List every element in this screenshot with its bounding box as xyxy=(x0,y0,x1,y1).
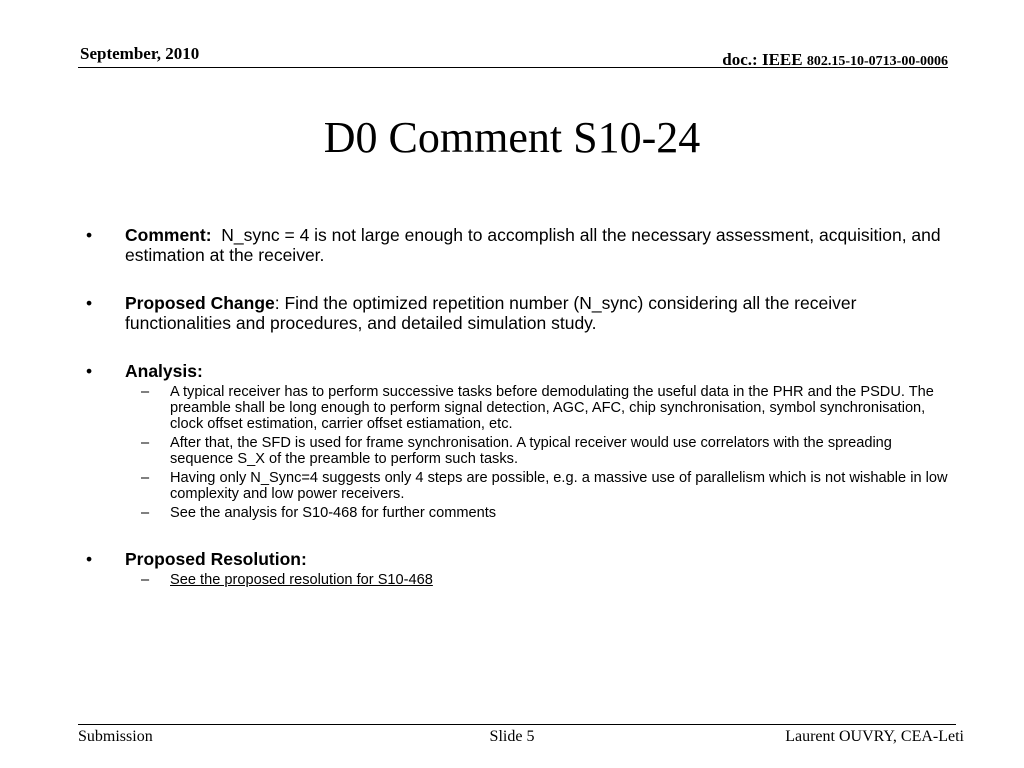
sub-marker: – xyxy=(141,572,150,588)
header-rule xyxy=(78,67,948,68)
slide-body xyxy=(86,225,956,588)
sub-marker: – xyxy=(141,470,150,486)
slide-title: D0 Comment S10-24 xyxy=(323,113,701,162)
comment-text: N_sync = 4 is not large enough to accomplish all the necessary assessment, acquisition, and estimation at the receiver. xyxy=(125,225,941,265)
analysis-item xyxy=(86,435,956,467)
doc-prefix: doc.: IEEE xyxy=(722,50,803,69)
footer-author: Laurent OUVRY, CEA-Leti xyxy=(785,728,964,745)
proposed-change-text: : Find the optimized repetition number (N_sync) considering all the receiver functionalities and procedures, and detailed simulation study. xyxy=(125,293,857,333)
proposed-change-label: Proposed Change xyxy=(125,293,275,313)
doc-number: 802.15-10-0713-00-0006 xyxy=(806,54,948,69)
analysis-item-text: See the analysis for S10-468 for further comments xyxy=(170,505,497,521)
bullet-proposed-change xyxy=(86,293,956,333)
sub-marker: – xyxy=(141,384,150,400)
footer-rule xyxy=(78,724,956,725)
bullet-analysis xyxy=(86,361,956,381)
analysis-item xyxy=(86,384,956,432)
bullet-marker: • xyxy=(86,293,93,313)
analysis-item-text: After that, the SFD is used for frame synchronisation. A typical receiver would use correlators with the spreading sequence S_X of the preamble to perform such tasks. xyxy=(170,435,892,467)
bullet-marker: • xyxy=(86,225,93,245)
sub-marker: – xyxy=(141,505,150,521)
analysis-label: Analysis: xyxy=(125,361,203,381)
resolution-link[interactable]: See the proposed resolution for S10-468 xyxy=(170,572,433,588)
comment-label: Comment: xyxy=(125,225,212,245)
analysis-item xyxy=(86,505,956,521)
bullet-marker: • xyxy=(86,549,93,569)
footer-slide-number: Slide 5 xyxy=(489,728,535,745)
proposed-resolution-label: Proposed Resolution: xyxy=(125,549,307,569)
bullet-marker: • xyxy=(86,361,93,381)
analysis-item xyxy=(86,470,956,502)
resolution-item[interactable] xyxy=(86,572,956,588)
bullet-proposed-resolution xyxy=(86,549,956,569)
footer-submission: Submission xyxy=(78,728,153,745)
analysis-item-text: Having only N_Sync=4 suggests only 4 steps are possible, e.g. a massive use of parallelism which is not wishable in low complexity and low power receivers. xyxy=(170,470,948,502)
bullet-comment xyxy=(86,225,956,265)
analysis-item-text: A typical receiver has to perform successive tasks before demodulating the useful data in the PHR and the PSDU. The preamble shall be long enough to perform signal detection, AGC, AFC, chip synchronisation, symbol synchronisation, clock offset estimation, carrier offset estiamation, etc. xyxy=(170,384,934,432)
header-date: September, 2010 xyxy=(80,44,200,63)
sub-marker: – xyxy=(141,435,150,451)
